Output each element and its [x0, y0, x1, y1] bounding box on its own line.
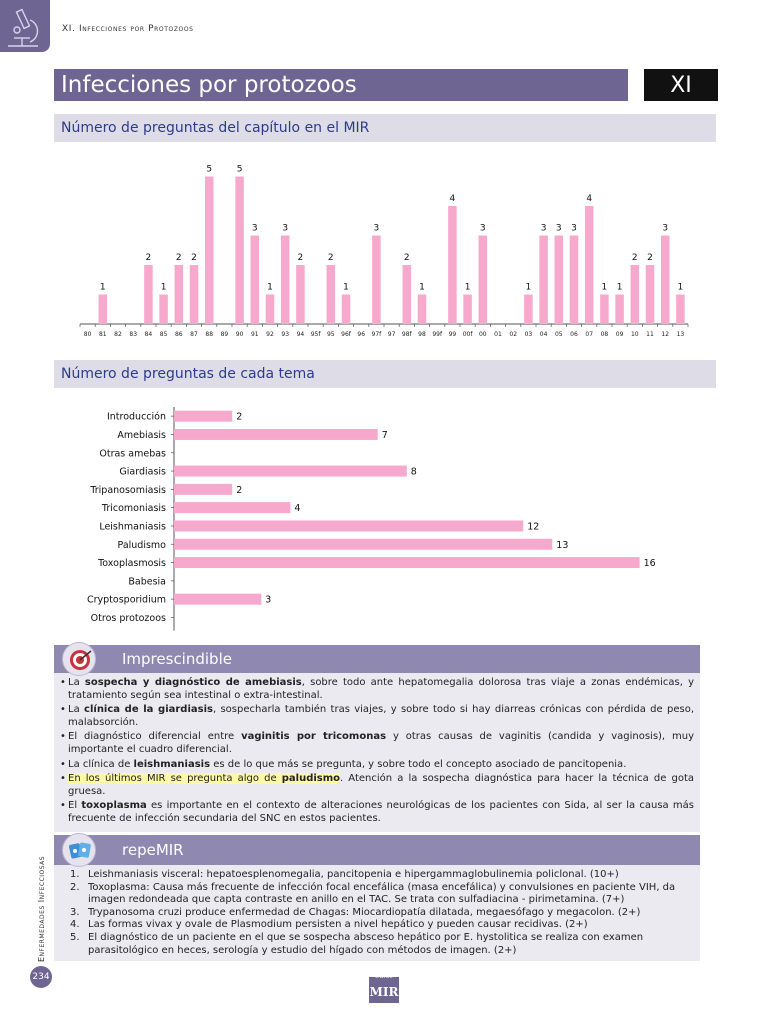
tick-label-93: 93	[281, 331, 290, 338]
data-label-00f: 1	[464, 282, 471, 293]
tick-label-08: 08	[600, 331, 609, 338]
tick-label-01: 01	[494, 331, 502, 338]
data-label-06: 3	[571, 223, 577, 234]
bar-11	[646, 265, 655, 324]
item-text: La	[68, 677, 85, 688]
data-label-amebiasis: 7	[381, 429, 388, 441]
imprescindible-item	[60, 800, 694, 825]
item-text: Trypanosoma cruzi produce enfermedad de Chagas: Miocardiopatía dilatada, megaesófago y megacolon. (2+)	[88, 906, 641, 918]
imprescindible-header	[54, 645, 700, 673]
category-label-introduccion: Introducción	[106, 411, 166, 423]
tick-label-95: 95	[326, 331, 335, 338]
tick-label-89: 89	[220, 331, 229, 338]
tick-label-81: 81	[98, 331, 107, 338]
bar-85	[159, 295, 168, 325]
data-label-92: 1	[267, 282, 273, 293]
item-text: Las formas vivax y ovale de Plasmodium persisten a nivel hepático y pueden causar recidivas. (2+)	[88, 919, 588, 931]
data-label-85: 1	[160, 282, 167, 293]
data-label-95: 2	[327, 253, 334, 263]
bar-90	[235, 177, 244, 325]
data-label-13: 1	[677, 282, 684, 293]
bar-98	[418, 295, 427, 325]
tick-label-06: 06	[570, 331, 578, 338]
bar-introduccion	[174, 411, 232, 422]
item-text: . Atención a la sospecha diagnóstica para hacer la técnica de gota gruesa.	[68, 773, 694, 797]
item-text: La	[68, 704, 85, 716]
item-number: 5.	[70, 931, 80, 943]
tick-label-85: 85	[159, 331, 168, 338]
tick-label-95f: 95f	[310, 331, 321, 338]
data-label-07: 4	[586, 194, 593, 204]
logo-script: Curso	[374, 973, 393, 980]
bar-tricomoniasis	[174, 502, 290, 513]
emphasis-text: toxoplasma	[81, 800, 147, 812]
category-label-babesia: Babesia	[128, 576, 166, 588]
tick-label-10: 10	[630, 331, 639, 338]
imprescindible-title: Imprescindible	[122, 650, 232, 668]
data-label-86: 2	[175, 253, 182, 263]
section-title-topic-questions: Número de preguntas de cada tema	[54, 360, 716, 388]
chapter-title: Infecciones por protozoos	[54, 69, 628, 101]
tick-label-12: 12	[661, 331, 670, 338]
bar-10	[631, 265, 640, 324]
data-label-84: 2	[145, 253, 152, 263]
tick-label-13: 13	[676, 331, 685, 338]
bar-96f	[342, 295, 351, 325]
questions-per-topic-chart	[54, 402, 716, 632]
tick-label-04: 04	[539, 331, 548, 338]
bar-giardiasis	[174, 466, 407, 477]
bar-09	[615, 295, 624, 325]
emphasis-text: sospecha y diagnóstico de amebiasis	[84, 677, 302, 688]
emphasis-text: leishmaniasis	[133, 758, 211, 770]
emphasis-text: clínica de la giardiasis	[84, 704, 213, 716]
category-label-otras-amebas: Otras amebas	[99, 448, 166, 460]
bar-88	[205, 177, 214, 325]
data-label-98f: 2	[403, 253, 410, 263]
data-label-cryptosporidium: 3	[265, 594, 272, 606]
chapter-number: XI	[644, 69, 718, 101]
curso-mir-logo	[369, 973, 399, 1003]
tick-label-87: 87	[190, 331, 198, 338]
bar-93	[281, 236, 290, 325]
item-text: En los últimos MIR se pregunta algo de	[68, 773, 282, 785]
repemir-item	[60, 932, 694, 957]
bar-97f	[372, 236, 381, 325]
running-head: XI. Infecciones por Protozoos	[62, 24, 194, 34]
bar-05	[555, 236, 564, 325]
item-text: El diagnóstico diferencial entre	[68, 731, 242, 743]
emphasis-text: paludismo	[281, 773, 341, 785]
bar-07	[585, 206, 594, 324]
tick-label-97: 97	[387, 331, 396, 338]
item-text: Toxoplasma: Causa más frecuente de infección focal encefálica (masa encefálica) y convulsiones en paciente VIH, da imagen redondeada que capta contraste en anillo en el TAC. Se trata con sulfadiacina - pirimetamina. (7+)	[88, 881, 676, 906]
item-text: Leishmaniasis visceral: hepatoesplenomegalia, pancitopenia e hipergammaglobulinemia policlonal. (10+)	[88, 869, 619, 880]
category-label-otros-protozoos: Otros protozoos	[90, 612, 166, 624]
bar-86	[175, 265, 184, 324]
repemir-item	[60, 882, 694, 907]
item-text: La clínica de	[68, 758, 134, 770]
bar-leishmaniasis	[174, 520, 523, 531]
bar-04	[539, 236, 548, 325]
bar-95	[327, 265, 336, 324]
bar-98f	[403, 265, 412, 324]
bar-00f	[463, 295, 472, 325]
imprescindible-item	[60, 731, 694, 756]
bar-00	[479, 236, 488, 325]
data-label-96f: 1	[343, 282, 349, 293]
item-text: , sobre todo ante hepatomegalia dolorosa tras viaje a zonas endémicas, y tratamiento según sea intestinal o extra-intestinal.	[68, 677, 694, 701]
category-label-giardiasis: Giardiasis	[119, 466, 166, 478]
repemir-list	[54, 865, 700, 961]
questions-per-year-chart	[54, 150, 716, 350]
repemir-header	[54, 835, 700, 865]
category-label-cryptosporidium: Cryptosporidium	[86, 594, 166, 606]
bar-91	[251, 236, 259, 325]
item-text: es de lo que más se pregunta, y sobre todo el concepto asociado de pancitopenia.	[210, 758, 627, 770]
bar-12	[661, 236, 670, 325]
bar-toxoplasmosis	[174, 557, 640, 568]
category-label-tricomoniasis: Tricomoniasis	[101, 503, 166, 515]
repeat-cards-icon	[62, 833, 96, 867]
tick-label-98f: 98f	[401, 331, 412, 338]
item-text: , sospecharla también tras viajes, y sobre todo si hay diarreas crónicas con pérdida de peso, malabsorción.	[68, 704, 694, 728]
data-label-90: 5	[236, 164, 243, 175]
bar-06	[570, 236, 579, 325]
data-label-03: 1	[525, 282, 532, 293]
tick-label-99f: 99f	[432, 331, 443, 338]
repemir-box	[54, 835, 700, 961]
data-label-11: 2	[647, 253, 653, 263]
tick-label-00f: 00f	[462, 331, 473, 338]
data-label-10: 2	[631, 253, 638, 263]
tick-label-83: 83	[129, 331, 138, 338]
data-label-88: 5	[206, 164, 213, 175]
bar-tripanosomiasis	[174, 484, 232, 495]
bar-13	[676, 295, 685, 325]
item-number: 1.	[70, 869, 80, 880]
item-number: 2.	[70, 881, 80, 893]
tick-label-86: 86	[174, 331, 183, 338]
data-label-05: 3	[555, 223, 562, 234]
data-label-tricomoniasis: 4	[294, 503, 301, 515]
microscope-logo-icon	[0, 0, 50, 52]
category-label-paludismo: Paludismo	[117, 539, 166, 551]
data-label-toxoplasmosis: 16	[643, 558, 656, 570]
tick-label-90: 90	[235, 331, 244, 338]
tick-label-80: 80	[83, 331, 92, 338]
tick-label-91: 91	[250, 331, 259, 338]
bar-03	[524, 295, 533, 325]
repemir-item	[60, 869, 694, 882]
tick-label-84: 84	[144, 331, 153, 338]
data-label-97f: 3	[373, 223, 380, 234]
data-label-99: 4	[449, 194, 456, 204]
data-label-93: 3	[282, 223, 289, 234]
item-text: El	[68, 800, 82, 812]
category-label-tripanosomiasis: Tripanosomiasis	[90, 484, 166, 496]
data-label-94: 2	[297, 253, 304, 263]
tick-label-99: 99	[448, 331, 457, 338]
tick-label-05: 05	[554, 331, 563, 338]
bar-84	[144, 265, 153, 324]
imprescindible-box	[54, 645, 700, 832]
section-title-chapter-questions: Número de preguntas del capítulo en el MIR	[54, 114, 716, 142]
page-number: 234	[30, 966, 52, 988]
bar-99	[448, 206, 457, 324]
bar-cryptosporidium	[174, 594, 261, 605]
tick-label-96f: 96f	[341, 331, 351, 338]
data-label-09: 1	[616, 282, 623, 293]
data-label-leishmaniasis: 12	[527, 521, 540, 533]
imprescindible-item	[60, 759, 694, 772]
item-text: El diagnóstico de un paciente en el que se sospecha absceso hepático por E. hystolitica se realiza con examen parasitológico en heces, serología y estudio del hígado con métodos de imagen. (2+)	[88, 931, 644, 956]
bar-92	[266, 295, 275, 325]
tick-label-03: 03	[524, 331, 533, 338]
tick-label-11: 11	[646, 331, 654, 338]
data-label-91: 3	[251, 223, 258, 234]
item-text: y otras causas de vaginitis (candida y vaginosis), muy importante el cuadro diferencial.	[68, 731, 694, 755]
tick-label-92: 92	[266, 331, 274, 338]
side-label: Enfermedades Infecciosas	[37, 855, 46, 962]
data-label-giardiasis: 8	[410, 466, 417, 478]
bar-paludismo	[174, 539, 552, 550]
tick-label-00: 00	[478, 331, 487, 338]
bar-81	[99, 295, 108, 325]
data-label-tripanosomiasis: 2	[236, 484, 243, 496]
item-number: 3.	[70, 906, 80, 918]
imprescindible-item	[60, 677, 694, 702]
data-label-00: 3	[479, 223, 486, 234]
imprescindible-item	[60, 773, 694, 798]
data-label-12: 3	[662, 223, 669, 234]
tick-label-94: 94	[296, 331, 305, 338]
category-label-leishmaniasis: Leishmaniasis	[99, 521, 166, 533]
bar-87	[190, 265, 199, 324]
data-label-98: 1	[419, 282, 425, 293]
data-label-04: 3	[540, 223, 547, 234]
bar-94	[296, 265, 305, 324]
target-icon	[62, 642, 96, 676]
tick-label-97f: 97f	[371, 331, 382, 338]
tick-label-88: 88	[205, 331, 214, 338]
tick-label-98: 98	[418, 331, 426, 338]
data-label-87: 2	[191, 253, 197, 263]
category-label-amebiasis: Amebiasis	[117, 429, 166, 441]
tick-label-09: 09	[615, 331, 624, 338]
repemir-item	[60, 907, 694, 920]
tick-label-02: 02	[509, 331, 518, 338]
emphasis-text: vaginitis por tricomonas	[241, 731, 387, 743]
tick-label-82: 82	[114, 331, 122, 338]
bar-08	[600, 295, 609, 325]
logo-text: MIR	[369, 985, 399, 999]
imprescindible-list	[54, 673, 700, 832]
repemir-item	[60, 919, 694, 932]
data-label-paludismo: 13	[556, 539, 569, 551]
data-label-81: 1	[99, 282, 106, 293]
repemir-title: repeMIR	[122, 841, 184, 859]
data-label-08: 1	[601, 282, 608, 293]
bar-amebiasis	[174, 429, 378, 440]
imprescindible-item	[60, 704, 694, 729]
item-number: 4.	[70, 919, 80, 931]
category-label-toxoplasmosis: Toxoplasmosis	[98, 558, 166, 570]
item-text: es importante en el contexto de alteraciones neurológicas de los pacientes con Sida, al ser la causa más frecuente de infección secundaria del SNC en estos pacientes.	[68, 800, 694, 824]
data-label-introduccion: 2	[236, 411, 243, 423]
tick-label-96: 96	[357, 331, 366, 338]
tick-label-07: 07	[585, 331, 594, 338]
